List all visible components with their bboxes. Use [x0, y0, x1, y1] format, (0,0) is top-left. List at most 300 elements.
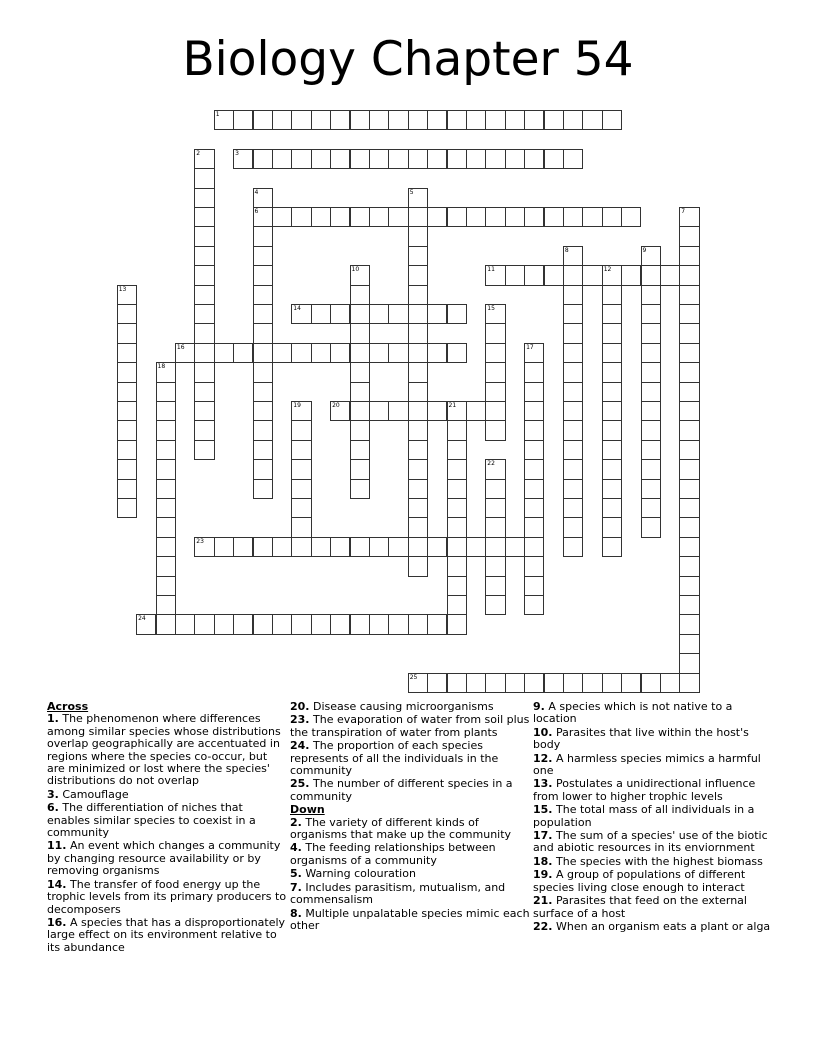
crossword-cell[interactable] [679, 207, 699, 227]
crossword-cell[interactable] [330, 207, 350, 227]
crossword-cell[interactable] [214, 614, 234, 634]
crossword-cell[interactable] [660, 673, 680, 693]
crossword-cell[interactable] [350, 401, 370, 421]
crossword-cell[interactable] [485, 149, 505, 169]
crossword-cell[interactable] [485, 498, 505, 518]
crossword-cell[interactable] [291, 304, 311, 324]
crossword-cell[interactable] [253, 459, 273, 479]
crossword-cell[interactable] [311, 207, 331, 227]
crossword-cell[interactable] [408, 343, 428, 363]
crossword-cell[interactable] [194, 440, 214, 460]
crossword-cell[interactable] [447, 537, 467, 557]
crossword-cell[interactable] [563, 304, 583, 324]
crossword-cell[interactable] [233, 343, 253, 363]
crossword-cell[interactable] [408, 479, 428, 499]
crossword-cell[interactable] [447, 440, 467, 460]
crossword-cell[interactable] [350, 479, 370, 499]
crossword-cell[interactable] [563, 401, 583, 421]
crossword-cell[interactable] [641, 459, 661, 479]
crossword-cell[interactable] [466, 673, 486, 693]
crossword-cell[interactable] [369, 110, 389, 130]
crossword-cell[interactable] [447, 498, 467, 518]
crossword-cell[interactable] [447, 595, 467, 615]
crossword-cell[interactable] [117, 362, 137, 382]
crossword-cell[interactable] [485, 595, 505, 615]
crossword-cell[interactable] [660, 265, 680, 285]
crossword-cell[interactable] [156, 517, 176, 537]
crossword-cell[interactable] [544, 110, 564, 130]
crossword-cell[interactable] [350, 362, 370, 382]
crossword-cell[interactable] [194, 246, 214, 266]
crossword-cell[interactable] [679, 614, 699, 634]
crossword-cell[interactable] [388, 110, 408, 130]
crossword-cell[interactable] [466, 401, 486, 421]
crossword-cell[interactable] [291, 479, 311, 499]
crossword-cell[interactable] [156, 595, 176, 615]
crossword-cell[interactable] [350, 304, 370, 324]
crossword-cell[interactable] [485, 323, 505, 343]
crossword-cell[interactable] [194, 537, 214, 557]
crossword-cell[interactable] [563, 323, 583, 343]
crossword-cell[interactable] [524, 498, 544, 518]
crossword-cell[interactable] [330, 149, 350, 169]
crossword-cell[interactable] [485, 362, 505, 382]
crossword-cell[interactable] [311, 304, 331, 324]
crossword-cell[interactable] [447, 459, 467, 479]
crossword-cell[interactable] [485, 110, 505, 130]
crossword-cell[interactable] [388, 343, 408, 363]
crossword-cell[interactable] [524, 382, 544, 402]
crossword-cell[interactable] [602, 517, 622, 537]
crossword-cell[interactable] [447, 149, 467, 169]
crossword-cell[interactable] [117, 479, 137, 499]
crossword-cell[interactable] [641, 382, 661, 402]
crossword-cell[interactable] [563, 149, 583, 169]
crossword-cell[interactable] [505, 207, 525, 227]
crossword-cell[interactable] [233, 537, 253, 557]
crossword-cell[interactable] [544, 207, 564, 227]
crossword-cell[interactable] [311, 110, 331, 130]
crossword-cell[interactable] [679, 517, 699, 537]
crossword-cell[interactable] [350, 343, 370, 363]
crossword-cell[interactable] [272, 537, 292, 557]
crossword-cell[interactable] [563, 246, 583, 266]
crossword-cell[interactable] [602, 285, 622, 305]
crossword-cell[interactable] [485, 343, 505, 363]
crossword-cell[interactable] [524, 110, 544, 130]
crossword-cell[interactable] [524, 265, 544, 285]
crossword-cell[interactable] [408, 614, 428, 634]
crossword-cell[interactable] [408, 382, 428, 402]
crossword-cell[interactable] [485, 673, 505, 693]
crossword-cell[interactable] [272, 614, 292, 634]
crossword-cell[interactable] [679, 343, 699, 363]
crossword-cell[interactable] [408, 498, 428, 518]
crossword-cell[interactable] [194, 265, 214, 285]
crossword-cell[interactable] [485, 304, 505, 324]
crossword-cell[interactable] [291, 614, 311, 634]
crossword-cell[interactable] [350, 440, 370, 460]
crossword-cell[interactable] [350, 285, 370, 305]
crossword-cell[interactable] [485, 265, 505, 285]
crossword-cell[interactable] [117, 459, 137, 479]
crossword-cell[interactable] [427, 110, 447, 130]
crossword-cell[interactable] [485, 556, 505, 576]
crossword-cell[interactable] [602, 362, 622, 382]
crossword-cell[interactable] [408, 673, 428, 693]
crossword-cell[interactable] [427, 207, 447, 227]
crossword-cell[interactable] [194, 362, 214, 382]
crossword-cell[interactable] [253, 226, 273, 246]
crossword-cell[interactable] [253, 188, 273, 208]
crossword-cell[interactable] [408, 401, 428, 421]
crossword-cell[interactable] [563, 459, 583, 479]
crossword-cell[interactable] [253, 479, 273, 499]
crossword-cell[interactable] [291, 537, 311, 557]
crossword-cell[interactable] [485, 420, 505, 440]
crossword-cell[interactable] [194, 343, 214, 363]
crossword-cell[interactable] [408, 517, 428, 537]
crossword-cell[interactable] [679, 537, 699, 557]
crossword-cell[interactable] [485, 479, 505, 499]
crossword-cell[interactable] [641, 401, 661, 421]
crossword-cell[interactable] [350, 207, 370, 227]
crossword-cell[interactable] [388, 614, 408, 634]
crossword-cell[interactable] [194, 168, 214, 188]
crossword-cell[interactable] [156, 556, 176, 576]
crossword-cell[interactable] [214, 343, 234, 363]
crossword-cell[interactable] [350, 265, 370, 285]
crossword-cell[interactable] [602, 323, 622, 343]
crossword-cell[interactable] [253, 420, 273, 440]
crossword-cell[interactable] [447, 479, 467, 499]
crossword-cell[interactable] [544, 673, 564, 693]
crossword-cell[interactable] [408, 285, 428, 305]
crossword-cell[interactable] [602, 673, 622, 693]
crossword-cell[interactable] [447, 673, 467, 693]
crossword-cell[interactable] [291, 401, 311, 421]
crossword-cell[interactable] [427, 304, 447, 324]
crossword-cell[interactable] [136, 614, 156, 634]
crossword-cell[interactable] [641, 304, 661, 324]
crossword-cell[interactable] [117, 323, 137, 343]
crossword-cell[interactable] [485, 459, 505, 479]
crossword-cell[interactable] [641, 420, 661, 440]
crossword-cell[interactable] [156, 498, 176, 518]
crossword-cell[interactable] [679, 304, 699, 324]
crossword-cell[interactable] [350, 382, 370, 402]
crossword-cell[interactable] [330, 401, 350, 421]
crossword-cell[interactable] [291, 498, 311, 518]
crossword-cell[interactable] [563, 673, 583, 693]
crossword-cell[interactable] [408, 246, 428, 266]
crossword-cell[interactable] [388, 207, 408, 227]
crossword-cell[interactable] [641, 285, 661, 305]
crossword-cell[interactable] [524, 576, 544, 596]
crossword-cell[interactable] [427, 673, 447, 693]
crossword-cell[interactable] [156, 440, 176, 460]
crossword-cell[interactable] [194, 420, 214, 440]
crossword-cell[interactable] [679, 440, 699, 460]
crossword-cell[interactable] [485, 207, 505, 227]
crossword-cell[interactable] [641, 246, 661, 266]
crossword-cell[interactable] [679, 323, 699, 343]
crossword-cell[interactable] [679, 653, 699, 673]
crossword-cell[interactable] [544, 149, 564, 169]
crossword-cell[interactable] [156, 362, 176, 382]
crossword-cell[interactable] [563, 498, 583, 518]
crossword-cell[interactable] [408, 537, 428, 557]
crossword-cell[interactable] [524, 517, 544, 537]
crossword-cell[interactable] [563, 420, 583, 440]
crossword-cell[interactable] [330, 614, 350, 634]
crossword-cell[interactable] [311, 614, 331, 634]
crossword-cell[interactable] [117, 343, 137, 363]
crossword-cell[interactable] [311, 149, 331, 169]
crossword-cell[interactable] [427, 343, 447, 363]
crossword-cell[interactable] [602, 498, 622, 518]
crossword-cell[interactable] [117, 304, 137, 324]
crossword-cell[interactable] [253, 440, 273, 460]
crossword-cell[interactable] [253, 149, 273, 169]
crossword-cell[interactable] [427, 149, 447, 169]
crossword-cell[interactable] [524, 420, 544, 440]
crossword-cell[interactable] [253, 246, 273, 266]
crossword-cell[interactable] [253, 110, 273, 130]
crossword-cell[interactable] [253, 285, 273, 305]
crossword-cell[interactable] [117, 285, 137, 305]
crossword-cell[interactable] [388, 304, 408, 324]
crossword-cell[interactable] [117, 498, 137, 518]
crossword-cell[interactable] [330, 110, 350, 130]
crossword-cell[interactable] [679, 420, 699, 440]
crossword-cell[interactable] [582, 265, 602, 285]
crossword-cell[interactable] [175, 614, 195, 634]
crossword-cell[interactable] [602, 440, 622, 460]
crossword-cell[interactable] [679, 382, 699, 402]
crossword-cell[interactable] [563, 343, 583, 363]
crossword-cell[interactable] [117, 420, 137, 440]
crossword-cell[interactable] [563, 517, 583, 537]
crossword-cell[interactable] [447, 343, 467, 363]
crossword-cell[interactable] [408, 304, 428, 324]
crossword-cell[interactable] [485, 576, 505, 596]
crossword-cell[interactable] [291, 517, 311, 537]
crossword-cell[interactable] [641, 479, 661, 499]
crossword-cell[interactable] [408, 188, 428, 208]
crossword-cell[interactable] [253, 265, 273, 285]
crossword-cell[interactable] [350, 149, 370, 169]
crossword-cell[interactable] [563, 362, 583, 382]
crossword-cell[interactable] [485, 382, 505, 402]
crossword-cell[interactable] [485, 401, 505, 421]
crossword-cell[interactable] [563, 265, 583, 285]
crossword-cell[interactable] [524, 595, 544, 615]
crossword-cell[interactable] [194, 226, 214, 246]
crossword-cell[interactable] [408, 207, 428, 227]
crossword-cell[interactable] [485, 537, 505, 557]
crossword-cell[interactable] [369, 401, 389, 421]
crossword-cell[interactable] [563, 440, 583, 460]
crossword-cell[interactable] [524, 149, 544, 169]
crossword-cell[interactable] [524, 479, 544, 499]
crossword-cell[interactable] [602, 343, 622, 363]
crossword-cell[interactable] [291, 110, 311, 130]
crossword-cell[interactable] [272, 343, 292, 363]
crossword-cell[interactable] [408, 556, 428, 576]
crossword-cell[interactable] [117, 401, 137, 421]
crossword-cell[interactable] [447, 401, 467, 421]
crossword-cell[interactable] [582, 207, 602, 227]
crossword-cell[interactable] [156, 401, 176, 421]
crossword-cell[interactable] [194, 188, 214, 208]
crossword-cell[interactable] [505, 265, 525, 285]
crossword-cell[interactable] [253, 362, 273, 382]
crossword-cell[interactable] [447, 304, 467, 324]
crossword-cell[interactable] [117, 440, 137, 460]
crossword-cell[interactable] [641, 323, 661, 343]
crossword-cell[interactable] [582, 673, 602, 693]
crossword-cell[interactable] [563, 285, 583, 305]
crossword-cell[interactable] [679, 265, 699, 285]
crossword-cell[interactable] [369, 537, 389, 557]
crossword-cell[interactable] [253, 323, 273, 343]
crossword-cell[interactable] [408, 110, 428, 130]
crossword-cell[interactable] [408, 323, 428, 343]
crossword-cell[interactable] [602, 265, 622, 285]
crossword-cell[interactable] [524, 459, 544, 479]
crossword-cell[interactable] [679, 498, 699, 518]
crossword-cell[interactable] [156, 614, 176, 634]
crossword-cell[interactable] [447, 614, 467, 634]
crossword-cell[interactable] [291, 459, 311, 479]
crossword-cell[interactable] [194, 304, 214, 324]
crossword-cell[interactable] [194, 382, 214, 402]
crossword-cell[interactable] [253, 614, 273, 634]
crossword-cell[interactable] [621, 265, 641, 285]
crossword-cell[interactable] [447, 420, 467, 440]
crossword-cell[interactable] [330, 304, 350, 324]
crossword-cell[interactable] [194, 323, 214, 343]
crossword-cell[interactable] [369, 343, 389, 363]
crossword-cell[interactable] [311, 537, 331, 557]
crossword-cell[interactable] [602, 382, 622, 402]
crossword-cell[interactable] [253, 304, 273, 324]
crossword-cell[interactable] [621, 673, 641, 693]
crossword-cell[interactable] [408, 459, 428, 479]
crossword-cell[interactable] [679, 285, 699, 305]
crossword-cell[interactable] [272, 110, 292, 130]
crossword-cell[interactable] [563, 537, 583, 557]
crossword-cell[interactable] [388, 537, 408, 557]
crossword-cell[interactable] [679, 226, 699, 246]
crossword-cell[interactable] [369, 207, 389, 227]
crossword-cell[interactable] [194, 285, 214, 305]
crossword-cell[interactable] [253, 382, 273, 402]
crossword-cell[interactable] [505, 149, 525, 169]
crossword-cell[interactable] [602, 459, 622, 479]
crossword-cell[interactable] [602, 420, 622, 440]
crossword-cell[interactable] [350, 110, 370, 130]
crossword-cell[interactable] [447, 517, 467, 537]
crossword-cell[interactable] [291, 343, 311, 363]
crossword-cell[interactable] [621, 207, 641, 227]
crossword-cell[interactable] [641, 362, 661, 382]
crossword-cell[interactable] [291, 207, 311, 227]
crossword-cell[interactable] [369, 149, 389, 169]
crossword-cell[interactable] [641, 498, 661, 518]
crossword-cell[interactable] [408, 265, 428, 285]
crossword-cell[interactable] [505, 110, 525, 130]
crossword-cell[interactable] [350, 420, 370, 440]
crossword-cell[interactable] [602, 207, 622, 227]
crossword-cell[interactable] [233, 149, 253, 169]
crossword-cell[interactable] [466, 149, 486, 169]
crossword-cell[interactable] [679, 595, 699, 615]
crossword-cell[interactable] [350, 537, 370, 557]
crossword-cell[interactable] [156, 459, 176, 479]
crossword-cell[interactable] [272, 149, 292, 169]
crossword-cell[interactable] [524, 401, 544, 421]
crossword-cell[interactable] [156, 576, 176, 596]
crossword-cell[interactable] [563, 207, 583, 227]
crossword-cell[interactable] [350, 323, 370, 343]
crossword-cell[interactable] [679, 401, 699, 421]
crossword-cell[interactable] [679, 673, 699, 693]
crossword-cell[interactable] [253, 537, 273, 557]
crossword-cell[interactable] [408, 226, 428, 246]
crossword-cell[interactable] [253, 343, 273, 363]
crossword-cell[interactable] [253, 207, 273, 227]
crossword-cell[interactable] [311, 343, 331, 363]
crossword-cell[interactable] [641, 265, 661, 285]
crossword-cell[interactable] [641, 440, 661, 460]
crossword-cell[interactable] [641, 517, 661, 537]
crossword-cell[interactable] [427, 614, 447, 634]
crossword-cell[interactable] [679, 634, 699, 654]
crossword-cell[interactable] [524, 673, 544, 693]
crossword-cell[interactable] [156, 537, 176, 557]
crossword-cell[interactable] [524, 207, 544, 227]
crossword-cell[interactable] [524, 362, 544, 382]
crossword-cell[interactable] [466, 110, 486, 130]
crossword-cell[interactable] [330, 537, 350, 557]
crossword-cell[interactable] [544, 265, 564, 285]
crossword-cell[interactable] [194, 149, 214, 169]
crossword-cell[interactable] [156, 382, 176, 402]
crossword-cell[interactable] [408, 440, 428, 460]
crossword-cell[interactable] [350, 459, 370, 479]
crossword-cell[interactable] [408, 362, 428, 382]
crossword-cell[interactable] [233, 110, 253, 130]
crossword-cell[interactable] [602, 401, 622, 421]
crossword-cell[interactable] [602, 304, 622, 324]
crossword-cell[interactable] [388, 401, 408, 421]
crossword-cell[interactable] [524, 556, 544, 576]
crossword-cell[interactable] [524, 537, 544, 557]
crossword-cell[interactable] [641, 673, 661, 693]
crossword-cell[interactable] [679, 362, 699, 382]
crossword-cell[interactable] [175, 343, 195, 363]
crossword-cell[interactable] [214, 537, 234, 557]
crossword-cell[interactable] [117, 382, 137, 402]
crossword-cell[interactable] [447, 207, 467, 227]
crossword-cell[interactable] [505, 537, 525, 557]
crossword-cell[interactable] [291, 440, 311, 460]
crossword-cell[interactable] [194, 401, 214, 421]
crossword-cell[interactable] [602, 537, 622, 557]
crossword-cell[interactable] [194, 207, 214, 227]
